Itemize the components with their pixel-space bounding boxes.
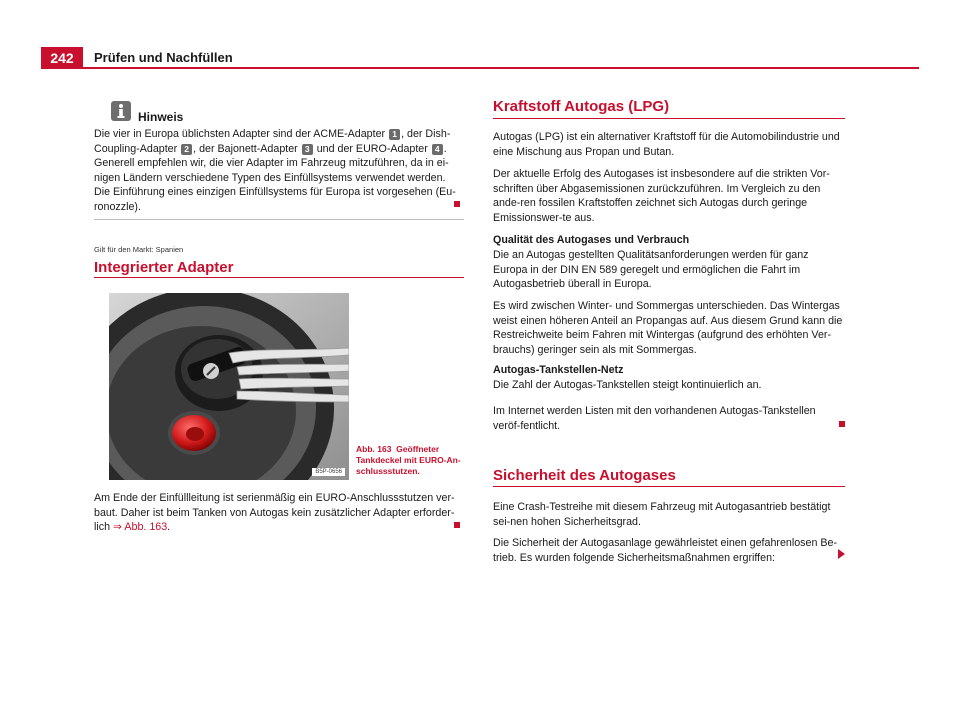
section-heading-safety: Sicherheit des Autogases bbox=[493, 467, 676, 484]
callout-badge: 2 bbox=[181, 144, 192, 155]
info-icon bbox=[111, 101, 131, 121]
heading-rule bbox=[94, 277, 464, 278]
lpg-paragraph-3: Die an Autogas gestellten Qualitätsanforderungen werden für ganz Europa in der DIN EN 589 geregelt und ermöglichen die Fahrt im Autogasbetrieb überall in Europa. bbox=[493, 249, 809, 291]
note-divider bbox=[94, 219, 464, 220]
lpg-paragraph-1: Autogas (LPG) ist ein alternativer Kraftstoff für die Automobilindustrie und eine Mischung aus Propan und Butan. bbox=[493, 131, 840, 158]
page-number: 242 bbox=[41, 47, 83, 69]
section-end-mark bbox=[454, 201, 460, 207]
callout-badge: 3 bbox=[302, 144, 313, 155]
safety-paragraph-1: Eine Crash-Testreihe mit diesem Fahrzeug mit Autogasantrieb bestätigt sei-nen hohen Sicherheitsgrad. bbox=[493, 501, 831, 528]
figure-code: B5P-0656 bbox=[312, 468, 345, 476]
continue-arrow-icon bbox=[838, 549, 845, 559]
lpg-paragraph-2: Der aktuelle Erfolg des Autogases ist insbesondere auf die strikten Vor-schriften über Abgasemissionen zurückzuführen. Im Vergleich zu den ande-ren fossilen Kraftstoffen zeichnet sich Autogas durch geringe Emissionswer-te aus. bbox=[493, 168, 830, 224]
page-header-title: Prüfen und Nachfüllen bbox=[94, 50, 233, 65]
callout-badge: 1 bbox=[389, 129, 400, 140]
note-title: Hinweis bbox=[138, 110, 184, 124]
market-label: Gilt für den Markt: Spanien bbox=[94, 245, 184, 254]
section-heading-lpg: Kraftstoff Autogas (LPG) bbox=[493, 98, 670, 115]
section-end-mark bbox=[454, 522, 460, 528]
callout-badge: 4 bbox=[432, 144, 443, 155]
integrated-adapter-text: Am Ende der Einfüllleitung ist serienmäßig ein EURO-Anschlussstutzen ver-baut. Daher ist beim Tanken von Autogas kein zusätzlicher Adapter erforder-lich ⇒ Abb. 163. bbox=[94, 492, 455, 534]
heading-rule bbox=[493, 118, 845, 119]
figure-reference-link[interactable]: ⇒ Abb. 163 bbox=[113, 521, 168, 534]
section-end-mark bbox=[839, 421, 845, 427]
lpg-subheading-quality: Qualität des Autogases und Verbrauch bbox=[493, 234, 690, 246]
figure-fuel-cap bbox=[109, 293, 349, 480]
section-heading-integrated-adapter: Integrierter Adapter bbox=[94, 259, 234, 276]
lpg-subheading-network: Autogas-Tankstellen-Netz bbox=[493, 364, 624, 376]
figure-caption: Abb. 163 Geöffneter Tankdeckel mit EURO-An-schlussstutzen. bbox=[356, 444, 461, 476]
header-rule bbox=[41, 67, 919, 69]
safety-paragraph-2: Die Sicherheit der Autogasanlage gewährleistet einen gefahrenlosen Be-trieb. Es wurden folgende Sicherheitsmaßnahmen ergriffen: bbox=[493, 537, 838, 564]
lpg-paragraph-6: Im Internet werden Listen mit den vorhandenen Autogas-Tankstellen veröf-fentlicht. bbox=[493, 405, 816, 432]
lpg-paragraph-4: Es wird zwischen Winter- und Sommergas unterschieden. Das Wintergas weist einen höheren Anteil an Propangas auf. Aus diesem Grund kann die Restreichweite beim Fahren mit Wintergas (aufgrund des erhöhten Ver-brauchs) geringer sein als mit Sommergas. bbox=[493, 300, 843, 356]
heading-rule bbox=[493, 486, 845, 487]
lpg-paragraph-5: Die Zahl der Autogas-Tankstellen steigt kontinuierlich an. bbox=[493, 379, 762, 391]
note-text: Die vier in Europa üblichsten Adapter sind der ACME-Adapter 1 , der Dish-Coupling-Adapter 2 , der Bajonett-Adapter 3 und der EURO-Adapter 4 . Generell empfehlen wir, die vier Adapter im Fahrzeug mitzuführen, da in ei-nigen Ländern verschiedene Typen des Einfüllsystems verwendet werden. Die Einführung eines einzigen Einfüllsystems für Europa ist vorgesehen (Eu-ronozzle). bbox=[94, 128, 456, 213]
